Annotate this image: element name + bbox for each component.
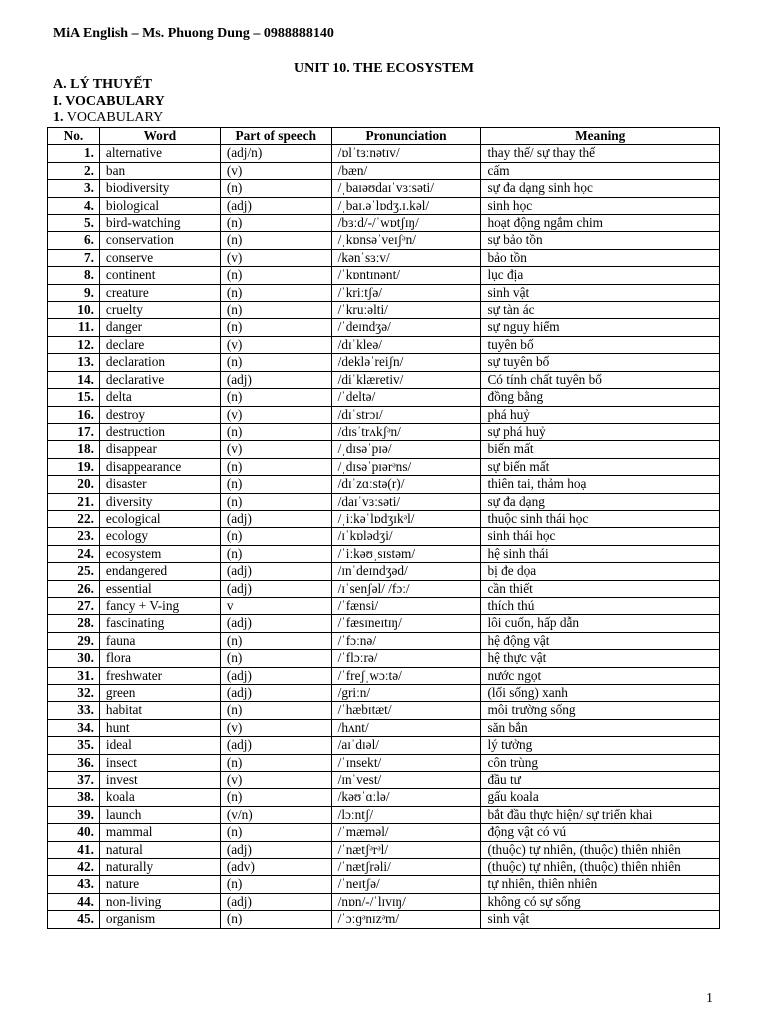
cell-no: 39.	[48, 806, 100, 823]
cell-word: endangered	[99, 563, 220, 580]
cell-pronunciation: /lɔːntʃ/	[331, 806, 481, 823]
table-row	[48, 667, 720, 684]
cell-part-of-speech: (adj)	[220, 371, 331, 388]
cell-pronunciation: /ɒlˈtɜːnətɪv/	[331, 145, 481, 162]
cell-no: 27.	[48, 597, 100, 614]
cell-pronunciation: /ˈkruːəlti/	[331, 302, 481, 319]
cell-part-of-speech: (n)	[220, 319, 331, 336]
cell-part-of-speech: (n)	[220, 180, 331, 197]
cell-no: 29.	[48, 632, 100, 649]
cell-word: biodiversity	[99, 180, 220, 197]
cell-part-of-speech: (n)	[220, 754, 331, 771]
cell-part-of-speech: (v)	[220, 249, 331, 266]
cell-pronunciation: /ˈkɒntɪnənt/	[331, 267, 481, 284]
table-row	[48, 302, 720, 319]
cell-no: 22.	[48, 510, 100, 527]
cell-part-of-speech: (n)	[220, 284, 331, 301]
cell-no: 17.	[48, 423, 100, 440]
cell-meaning: sự tuyên bố	[481, 354, 720, 371]
cell-part-of-speech: (n)	[220, 824, 331, 841]
cell-pronunciation: /bæn/	[331, 162, 481, 179]
cell-meaning: sự tàn ác	[481, 302, 720, 319]
cell-part-of-speech: (n)	[220, 354, 331, 371]
cell-pronunciation: /ˈnætʃᵊrᵊl/	[331, 841, 481, 858]
cell-pronunciation: /ˌiːkəˈlɒdʒɪkᵊl/	[331, 510, 481, 527]
cell-meaning: thiên tai, thảm hoạ	[481, 476, 720, 493]
cell-pronunciation: /ˈnætʃrəli/	[331, 859, 481, 876]
cell-word: disappear	[99, 441, 220, 458]
cell-word: ecological	[99, 510, 220, 527]
cell-no: 28.	[48, 615, 100, 632]
cell-meaning: sự đa dạng sinh học	[481, 180, 720, 197]
cell-no: 10.	[48, 302, 100, 319]
cell-no: 34.	[48, 719, 100, 736]
cell-part-of-speech: (v)	[220, 441, 331, 458]
cell-pronunciation: /ɪˈsenʃəl/ /fɔː/	[331, 580, 481, 597]
page-header: MiA English – Ms. Phuong Dung – 0988888140	[53, 26, 334, 41]
cell-no: 19.	[48, 458, 100, 475]
cell-word: non-living	[99, 893, 220, 910]
cell-word: organism	[99, 911, 220, 928]
cell-no: 9.	[48, 284, 100, 301]
cell-meaning: sự phá huỷ	[481, 423, 720, 440]
cell-word: insect	[99, 754, 220, 771]
cell-meaning: môi trường sống	[481, 702, 720, 719]
cell-word: creature	[99, 284, 220, 301]
cell-no: 3.	[48, 180, 100, 197]
cell-no: 4.	[48, 197, 100, 214]
cell-word: flora	[99, 650, 220, 667]
cell-word: disaster	[99, 476, 220, 493]
cell-meaning: nước ngọt	[481, 667, 720, 684]
cell-meaning: đầu tư	[481, 772, 720, 789]
cell-pronunciation: /ˈfreʃˌwɔːtə/	[331, 667, 481, 684]
cell-no: 23.	[48, 528, 100, 545]
cell-meaning: lý tưởng	[481, 737, 720, 754]
table-row	[48, 162, 720, 179]
cell-no: 44.	[48, 893, 100, 910]
table-row	[48, 249, 720, 266]
table-row	[48, 597, 720, 614]
table-header-row	[48, 128, 720, 145]
cell-part-of-speech: (adv)	[220, 859, 331, 876]
cell-pronunciation: /diˈklæretiv/	[331, 371, 481, 388]
cell-meaning: bị đe dọa	[481, 563, 720, 580]
subsection-number: 1.	[53, 110, 64, 125]
cell-meaning: động vật có vú	[481, 824, 720, 841]
cell-meaning: lục địa	[481, 267, 720, 284]
cell-part-of-speech: (adj)	[220, 615, 331, 632]
table-row	[48, 197, 720, 214]
cell-pronunciation: /ˈneɪtʃə/	[331, 876, 481, 893]
cell-pronunciation: /ɪnˈvest/	[331, 772, 481, 789]
header-no: No.	[48, 128, 100, 145]
cell-pronunciation: /ˌbaɪ.əˈlɒdʒ.ɪ.kəl/	[331, 197, 481, 214]
cell-no: 7.	[48, 249, 100, 266]
cell-word: koala	[99, 789, 220, 806]
section-i-heading: I. VOCABULARY	[53, 94, 165, 109]
table-row	[48, 841, 720, 858]
cell-pronunciation: /griːn/	[331, 685, 481, 702]
cell-word: disappearance	[99, 458, 220, 475]
cell-meaning: bắt đầu thực hiện/ sự triển khai	[481, 806, 720, 823]
cell-meaning: sự đa dạng	[481, 493, 720, 510]
cell-part-of-speech: (n)	[220, 789, 331, 806]
cell-no: 8.	[48, 267, 100, 284]
cell-word: destroy	[99, 406, 220, 423]
cell-word: ecosystem	[99, 545, 220, 562]
cell-word: declarative	[99, 371, 220, 388]
cell-pronunciation: /dɪˈzɑːstə(r)/	[331, 476, 481, 493]
cell-word: danger	[99, 319, 220, 336]
subsection-label: VOCABULARY	[66, 110, 164, 125]
cell-word: invest	[99, 772, 220, 789]
cell-pronunciation: /ˌbaɪəʊdaɪˈvɜːsəti/	[331, 180, 481, 197]
cell-no: 24.	[48, 545, 100, 562]
cell-part-of-speech: (adj)	[220, 685, 331, 702]
table-row	[48, 615, 720, 632]
cell-meaning: sinh học	[481, 197, 720, 214]
cell-no: 41.	[48, 841, 100, 858]
cell-part-of-speech: (v/n)	[220, 806, 331, 823]
cell-pronunciation: /dekləˈreiʃn/	[331, 354, 481, 371]
cell-meaning: đồng bằng	[481, 389, 720, 406]
cell-part-of-speech: (adj)	[220, 667, 331, 684]
table-row	[48, 859, 720, 876]
cell-meaning: sự nguy hiểm	[481, 319, 720, 336]
cell-no: 37.	[48, 772, 100, 789]
cell-word: naturally	[99, 859, 220, 876]
table-row	[48, 476, 720, 493]
cell-no: 12.	[48, 336, 100, 353]
cell-no: 35.	[48, 737, 100, 754]
cell-part-of-speech: (v)	[220, 336, 331, 353]
cell-pronunciation: /ˈkriːtʃə/	[331, 284, 481, 301]
cell-no: 13.	[48, 354, 100, 371]
cell-part-of-speech: (n)	[220, 458, 331, 475]
table-row	[48, 510, 720, 527]
cell-meaning: thích thú	[481, 597, 720, 614]
cell-pronunciation: /daɪˈvɜːsəti/	[331, 493, 481, 510]
unit-title: UNIT 10. THE ECOSYSTEM	[294, 61, 474, 76]
cell-part-of-speech: (n)	[220, 215, 331, 232]
cell-word: fancy + V-ing	[99, 597, 220, 614]
table-row	[48, 632, 720, 649]
cell-pronunciation: /ˈɪnsekt/	[331, 754, 481, 771]
cell-part-of-speech: (n)	[220, 702, 331, 719]
cell-word: bird-watching	[99, 215, 220, 232]
cell-no: 5.	[48, 215, 100, 232]
cell-pronunciation: /ˈfɔːnə/	[331, 632, 481, 649]
cell-meaning: Có tính chất tuyên bố	[481, 371, 720, 388]
cell-word: essential	[99, 580, 220, 597]
cell-pronunciation: /ˈdeltə/	[331, 389, 481, 406]
cell-meaning: sự bảo tồn	[481, 232, 720, 249]
cell-no: 14.	[48, 371, 100, 388]
table-row	[48, 806, 720, 823]
table-row	[48, 145, 720, 162]
table-row	[48, 563, 720, 580]
cell-no: 15.	[48, 389, 100, 406]
table-row	[48, 441, 720, 458]
cell-pronunciation: /ˈɔːɡᵊnɪzᵊm/	[331, 911, 481, 928]
cell-pronunciation: /hʌnt/	[331, 719, 481, 736]
cell-no: 26.	[48, 580, 100, 597]
cell-pronunciation: /ˈiːkəʊˌsɪstəm/	[331, 545, 481, 562]
table-row	[48, 215, 720, 232]
vocabulary-table	[47, 127, 720, 929]
cell-meaning: tự nhiên, thiên nhiên	[481, 876, 720, 893]
cell-meaning: (lối sống) xanh	[481, 685, 720, 702]
cell-word: alternative	[99, 145, 220, 162]
cell-meaning: bảo tồn	[481, 249, 720, 266]
cell-no: 43.	[48, 876, 100, 893]
cell-pronunciation: /dɪˈkleə/	[331, 336, 481, 353]
table-row	[48, 545, 720, 562]
table-row	[48, 580, 720, 597]
cell-no: 21.	[48, 493, 100, 510]
table-row	[48, 336, 720, 353]
cell-pronunciation: /bɜːd/-/ˈwɒtʃɪŋ/	[331, 215, 481, 232]
cell-word: destruction	[99, 423, 220, 440]
cell-no: 18.	[48, 441, 100, 458]
header-meaning: Meaning	[481, 128, 720, 145]
cell-no: 32.	[48, 685, 100, 702]
cell-part-of-speech: (v)	[220, 772, 331, 789]
table-row	[48, 371, 720, 388]
table-row	[48, 458, 720, 475]
table-row	[48, 423, 720, 440]
cell-pronunciation: /ˈdeɪndʒə/	[331, 319, 481, 336]
header-word: Word	[99, 128, 220, 145]
cell-pronunciation: /ˌkɒnsəˈveɪʃᵊn/	[331, 232, 481, 249]
cell-part-of-speech: (n)	[220, 650, 331, 667]
cell-pronunciation: /ˌdɪsəˈpɪə/	[331, 441, 481, 458]
cell-meaning: hoạt động ngắm chim	[481, 215, 720, 232]
table-row	[48, 911, 720, 928]
cell-no: 1.	[48, 145, 100, 162]
table-row	[48, 354, 720, 371]
cell-word: continent	[99, 267, 220, 284]
cell-part-of-speech: (adj/n)	[220, 145, 331, 162]
cell-meaning: hệ động vật	[481, 632, 720, 649]
cell-meaning: phá huỷ	[481, 406, 720, 423]
cell-no: 31.	[48, 667, 100, 684]
cell-part-of-speech: (n)	[220, 267, 331, 284]
cell-meaning: sinh vật	[481, 284, 720, 301]
cell-meaning: hệ thực vật	[481, 650, 720, 667]
cell-pronunciation: /nɒn/-/ˈlɪvɪŋ/	[331, 893, 481, 910]
cell-pronunciation: /ˈflɔːrə/	[331, 650, 481, 667]
cell-part-of-speech: (n)	[220, 528, 331, 545]
cell-pronunciation: /ɪnˈdeɪndʒəd/	[331, 563, 481, 580]
cell-part-of-speech: (n)	[220, 389, 331, 406]
cell-word: natural	[99, 841, 220, 858]
cell-word: conserve	[99, 249, 220, 266]
table-row	[48, 319, 720, 336]
table-row	[48, 824, 720, 841]
cell-meaning: thuộc sinh thái học	[481, 510, 720, 527]
cell-word: declare	[99, 336, 220, 353]
section-a-heading: A. LÝ THUYẾT	[53, 77, 152, 92]
cell-word: diversity	[99, 493, 220, 510]
cell-pronunciation: /ˈfænsi/	[331, 597, 481, 614]
table-row	[48, 406, 720, 423]
cell-meaning: (thuộc) tự nhiên, (thuộc) thiên nhiên	[481, 841, 720, 858]
cell-part-of-speech: (adj)	[220, 893, 331, 910]
cell-no: 20.	[48, 476, 100, 493]
cell-pronunciation: /ɪˈkɒlədʒi/	[331, 528, 481, 545]
cell-part-of-speech: (n)	[220, 876, 331, 893]
cell-no: 30.	[48, 650, 100, 667]
cell-no: 6.	[48, 232, 100, 249]
cell-word: conservation	[99, 232, 220, 249]
cell-meaning: gấu koala	[481, 789, 720, 806]
cell-meaning: sinh vật	[481, 911, 720, 928]
page-number: 1	[706, 991, 713, 1006]
header-part-of-speech: Part of speech	[220, 128, 331, 145]
cell-part-of-speech: (n)	[220, 423, 331, 440]
cell-word: fascinating	[99, 615, 220, 632]
table-row	[48, 772, 720, 789]
cell-meaning: (thuộc) tự nhiên, (thuộc) thiên nhiên	[481, 859, 720, 876]
cell-no: 25.	[48, 563, 100, 580]
cell-meaning: sinh thái học	[481, 528, 720, 545]
cell-word: hunt	[99, 719, 220, 736]
cell-part-of-speech: (adj)	[220, 737, 331, 754]
cell-no: 38.	[48, 789, 100, 806]
cell-word: ban	[99, 162, 220, 179]
table-row	[48, 876, 720, 893]
table-row	[48, 893, 720, 910]
cell-no: 16.	[48, 406, 100, 423]
cell-part-of-speech: (n)	[220, 632, 331, 649]
cell-meaning: cần thiết	[481, 580, 720, 597]
cell-part-of-speech: (v)	[220, 162, 331, 179]
cell-part-of-speech: (n)	[220, 302, 331, 319]
cell-part-of-speech: (n)	[220, 545, 331, 562]
table-row	[48, 702, 720, 719]
cell-meaning: sự biến mất	[481, 458, 720, 475]
cell-pronunciation: /ˈfæsɪneɪtɪŋ/	[331, 615, 481, 632]
cell-meaning: lôi cuốn, hấp dẫn	[481, 615, 720, 632]
table-row	[48, 789, 720, 806]
table-row	[48, 754, 720, 771]
cell-part-of-speech: (adj)	[220, 841, 331, 858]
cell-word: biological	[99, 197, 220, 214]
cell-word: nature	[99, 876, 220, 893]
cell-word: ideal	[99, 737, 220, 754]
table-row	[48, 493, 720, 510]
cell-meaning: hệ sinh thái	[481, 545, 720, 562]
cell-meaning: biến mất	[481, 441, 720, 458]
cell-pronunciation: /ˌdɪsəˈpɪərᵊns/	[331, 458, 481, 475]
header-pronunciation: Pronunciation	[331, 128, 481, 145]
table-row	[48, 528, 720, 545]
subsection-heading	[53, 110, 163, 126]
cell-pronunciation: /dɪˈstrɔɪ/	[331, 406, 481, 423]
cell-pronunciation: /kənˈsɜːv/	[331, 249, 481, 266]
cell-part-of-speech: (n)	[220, 232, 331, 249]
cell-no: 11.	[48, 319, 100, 336]
table-row	[48, 180, 720, 197]
cell-pronunciation: /aɪˈdɪəl/	[331, 737, 481, 754]
table-row	[48, 685, 720, 702]
table-row	[48, 232, 720, 249]
table-row	[48, 389, 720, 406]
table-row	[48, 267, 720, 284]
cell-word: mammal	[99, 824, 220, 841]
cell-word: fauna	[99, 632, 220, 649]
cell-meaning: tuyên bố	[481, 336, 720, 353]
cell-word: declaration	[99, 354, 220, 371]
cell-part-of-speech: (adj)	[220, 563, 331, 580]
table-row	[48, 650, 720, 667]
table-row	[48, 284, 720, 301]
cell-pronunciation: /dɪsˈtrʌkʃᵊn/	[331, 423, 481, 440]
cell-word: ecology	[99, 528, 220, 545]
cell-word: habitat	[99, 702, 220, 719]
cell-part-of-speech: (adj)	[220, 580, 331, 597]
table-row	[48, 719, 720, 736]
cell-word: freshwater	[99, 667, 220, 684]
cell-word: green	[99, 685, 220, 702]
cell-no: 42.	[48, 859, 100, 876]
cell-no: 33.	[48, 702, 100, 719]
cell-word: cruelty	[99, 302, 220, 319]
cell-no: 36.	[48, 754, 100, 771]
cell-part-of-speech: v	[220, 597, 331, 614]
cell-part-of-speech: (n)	[220, 476, 331, 493]
cell-meaning: không có sự sống	[481, 893, 720, 910]
cell-meaning: thay thế/ sự thay thế	[481, 145, 720, 162]
cell-no: 2.	[48, 162, 100, 179]
cell-part-of-speech: (adj)	[220, 197, 331, 214]
cell-pronunciation: /ˈhæbɪtæt/	[331, 702, 481, 719]
cell-word: delta	[99, 389, 220, 406]
cell-part-of-speech: (v)	[220, 719, 331, 736]
cell-pronunciation: /kəʊˈɑːlə/	[331, 789, 481, 806]
cell-no: 40.	[48, 824, 100, 841]
cell-no: 45.	[48, 911, 100, 928]
cell-meaning: cấm	[481, 162, 720, 179]
cell-part-of-speech: (n)	[220, 493, 331, 510]
table-row	[48, 737, 720, 754]
cell-part-of-speech: (v)	[220, 406, 331, 423]
cell-pronunciation: /ˈmæməl/	[331, 824, 481, 841]
cell-part-of-speech: (n)	[220, 911, 331, 928]
cell-part-of-speech: (adj)	[220, 510, 331, 527]
cell-word: launch	[99, 806, 220, 823]
cell-meaning: săn bắn	[481, 719, 720, 736]
cell-meaning: côn trùng	[481, 754, 720, 771]
